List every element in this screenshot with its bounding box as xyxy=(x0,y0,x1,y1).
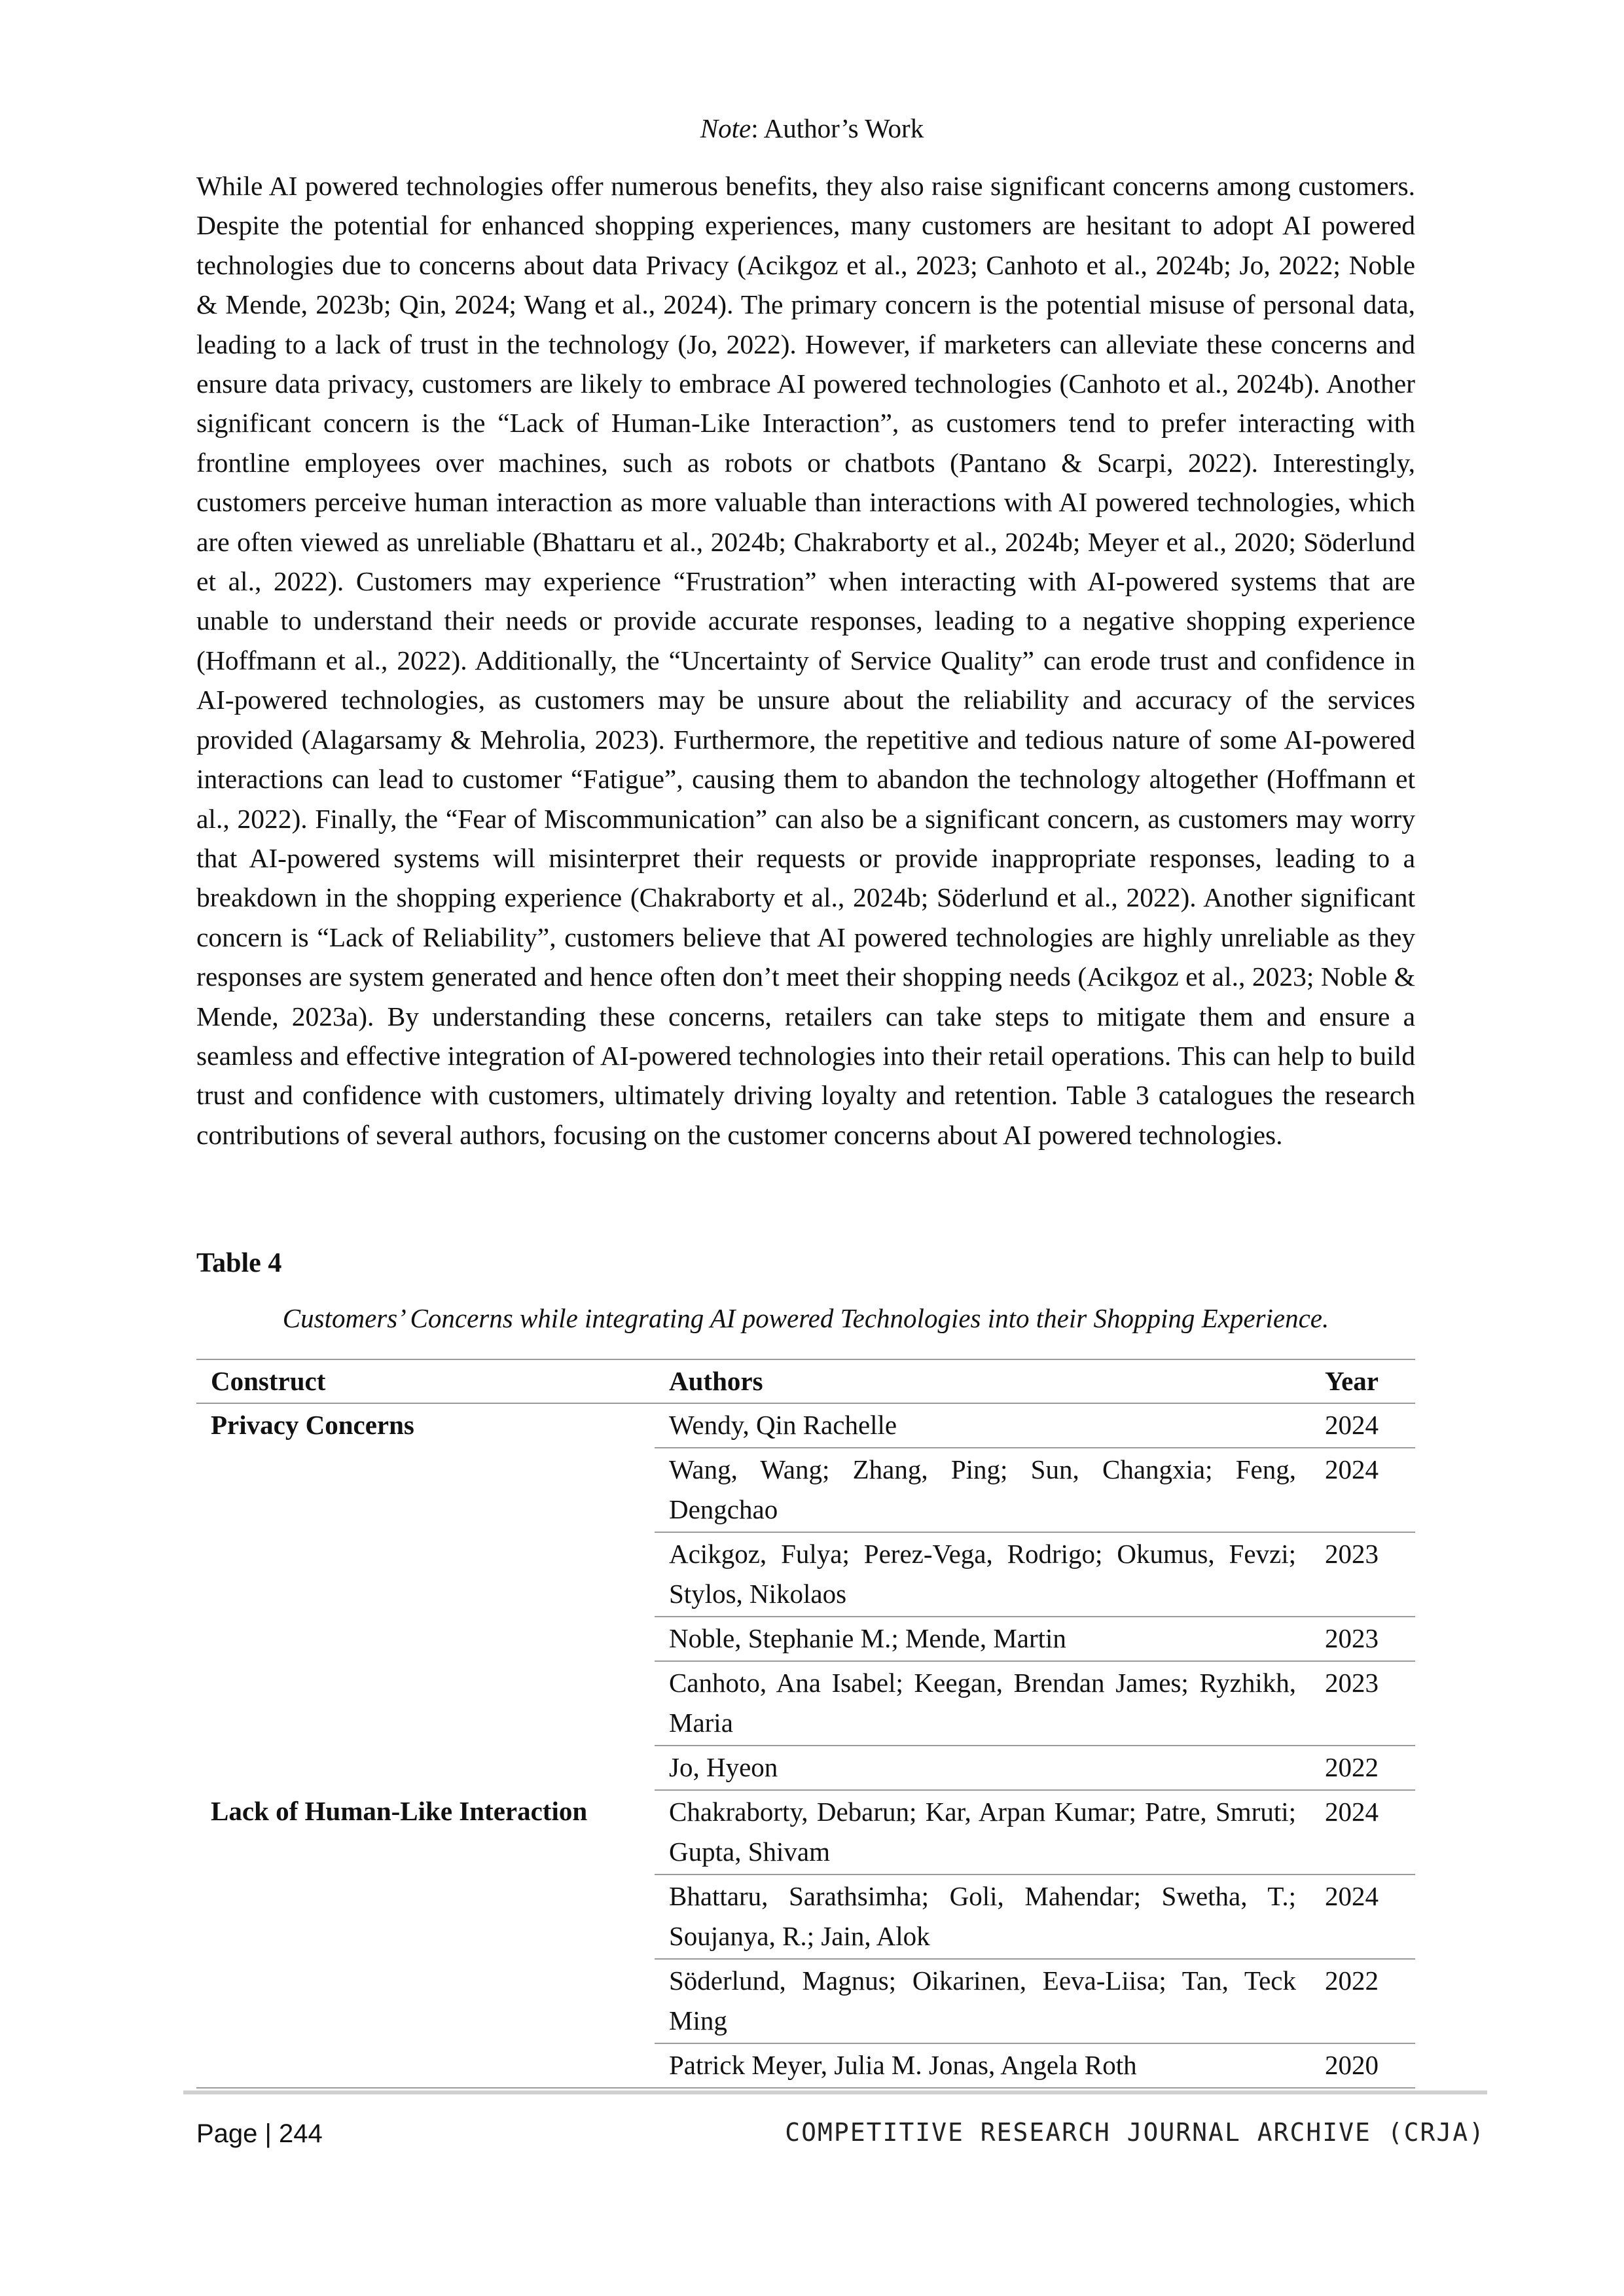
year-cell: 2024 xyxy=(1310,1874,1415,1959)
note-label: Note xyxy=(700,113,751,143)
table-source-note xyxy=(0,110,1624,147)
body-paragraph: While AI powered technologies offer numerous benefits, they also raise significant concerns among customers. Despite the potential for enhanced shopping experiences, many customers are hesitant to adopt AI powered technologies due to concerns about data Privacy (Acikgoz et al., 2023; Canhoto et al., 2024b; Jo, 2022; Noble & Mende, 2023b; Qin, 2024; Wang et al., 2024). The primary concern is the potential misuse of personal data, leading to a lack of trust in the technology (Jo, 2022). However, if marketers can alleviate these concerns and ensure data privacy, customers are likely to embrace AI powered technologies (Canhoto et al., 2024b). Another significant concern is the “Lack of Human-Like Interaction”, as customers tend to prefer interacting with frontline employees over machines, such as robots or chatbots (Pantano & Scarpi, 2022). Interestingly, customers perceive human interaction as more valuable than interactions with AI powered technologies, which are often viewed as unreliable (Bhattaru et al., 2024b; Chakraborty et al., 2024b; Meyer et al., 2020; Söderlund et al., 2022). Customers may experience “Frustration” when interacting with AI-powered systems that are unable to understand their needs or provide accurate responses, leading to a negative shopping experience (Hoffmann et al., 2022). Additionally, the “Uncertainty of Service Quality” can erode trust and confidence in AI-powered technologies, as customers may be unsure about the reliability and accuracy of the services provided (Alagarsamy & Mehrolia, 2023). Furthermore, the repetitive and tedious nature of some AI-powered interactions can lead to customer “Fatigue”, causing them to abandon the technology altogether (Hoffmann et al., 2022). Finally, the “Fear of Miscommunication” can also be a significant concern, as customers may worry that AI-powered systems will misinterpret their requests or provide inappropriate responses, leading to a breakdown in the shopping experience (Chakraborty et al., 2024b; Söderlund et al., 2022). Another significant concern is “Lack of Reliability”, customers believe that AI powered technologies are highly unreliable as they responses are system generated and hence often don’t meet their shopping needs (Acikgoz et al., 2023; Noble & Mende, 2023a). By understanding these concerns, retailers can take steps to mitigate them and ensure a seamless and effective integration of AI-powered technologies into their retail operations. This can help to build trust and confidence with customers, ultimately driving loyalty and retention. Table 3 catalogues the research contributions of several authors, focusing on the customer concerns about AI powered technologies. xyxy=(196,171,1415,1150)
table-header-row xyxy=(196,1359,1415,1403)
authors-cell: Canhoto, Ana Isabel; Keegan, Brendan James; Ryzhikh, Maria xyxy=(655,1661,1310,1746)
year-cell: 2020 xyxy=(1310,2043,1415,2088)
authors-cell: Chakraborty, Debarun; Kar, Arpan Kumar; Patre, Smruti; Gupta, Shivam xyxy=(655,1790,1310,1874)
authors-cell: Wendy, Qin Rachelle xyxy=(655,1403,1310,1448)
authors-cell: Noble, Stephanie M.; Mende, Martin xyxy=(655,1617,1310,1661)
authors-cell: Wang, Wang; Zhang, Ping; Sun, Changxia; Feng, Dengchao xyxy=(655,1448,1310,1532)
header-year: Year xyxy=(1310,1359,1415,1403)
table-row xyxy=(196,1403,1415,1448)
year-cell: 2023 xyxy=(1310,1661,1415,1746)
construct-cell: Lack of Human-Like Interaction xyxy=(196,1790,655,2088)
year-cell: 2022 xyxy=(1310,1959,1415,2043)
table-caption: Customers’ Concerns while integrating AI powered Technologies into their Shopping Experience. xyxy=(282,1303,1329,1333)
footer-divider xyxy=(183,2090,1487,2094)
journal-name: COMPETITIVE RESEARCH JOURNAL ARCHIVE (CRJA) xyxy=(785,2118,1485,2147)
year-cell: 2023 xyxy=(1310,1532,1415,1617)
authors-cell: Patrick Meyer, Julia M. Jonas, Angela Roth xyxy=(655,2043,1310,2088)
authors-cell: Söderlund, Magnus; Oikarinen, Eeva-Liisa; Tan, Teck Ming xyxy=(655,1959,1310,2043)
note-text: : Author’s Work xyxy=(751,113,924,143)
page-number: Page | 244 xyxy=(196,2119,323,2148)
authors-cell: Acikgoz, Fulya; Perez-Vega, Rodrigo; Okumus, Fevzi; Stylos, Nikolaos xyxy=(655,1532,1310,1617)
header-construct: Construct xyxy=(196,1359,655,1403)
authors-cell: Bhattaru, Sarathsimha; Goli, Mahendar; Swetha, T.; Soujanya, R.; Jain, Alok xyxy=(655,1874,1310,1959)
authors-cell: Jo, Hyeon xyxy=(655,1746,1310,1790)
construct-cell: Privacy Concerns xyxy=(211,1410,414,1440)
year-cell: 2024 xyxy=(1310,1448,1415,1532)
year-cell: 2024 xyxy=(1310,1790,1415,1874)
table-label: Table 4 xyxy=(196,1248,282,1278)
year-cell: 2023 xyxy=(1310,1617,1415,1661)
concerns-table xyxy=(196,1359,1415,2089)
header-authors: Authors xyxy=(655,1359,1310,1403)
year-cell: 2024 xyxy=(1310,1403,1415,1448)
year-cell: 2022 xyxy=(1310,1746,1415,1790)
table-row xyxy=(196,1790,1415,1874)
